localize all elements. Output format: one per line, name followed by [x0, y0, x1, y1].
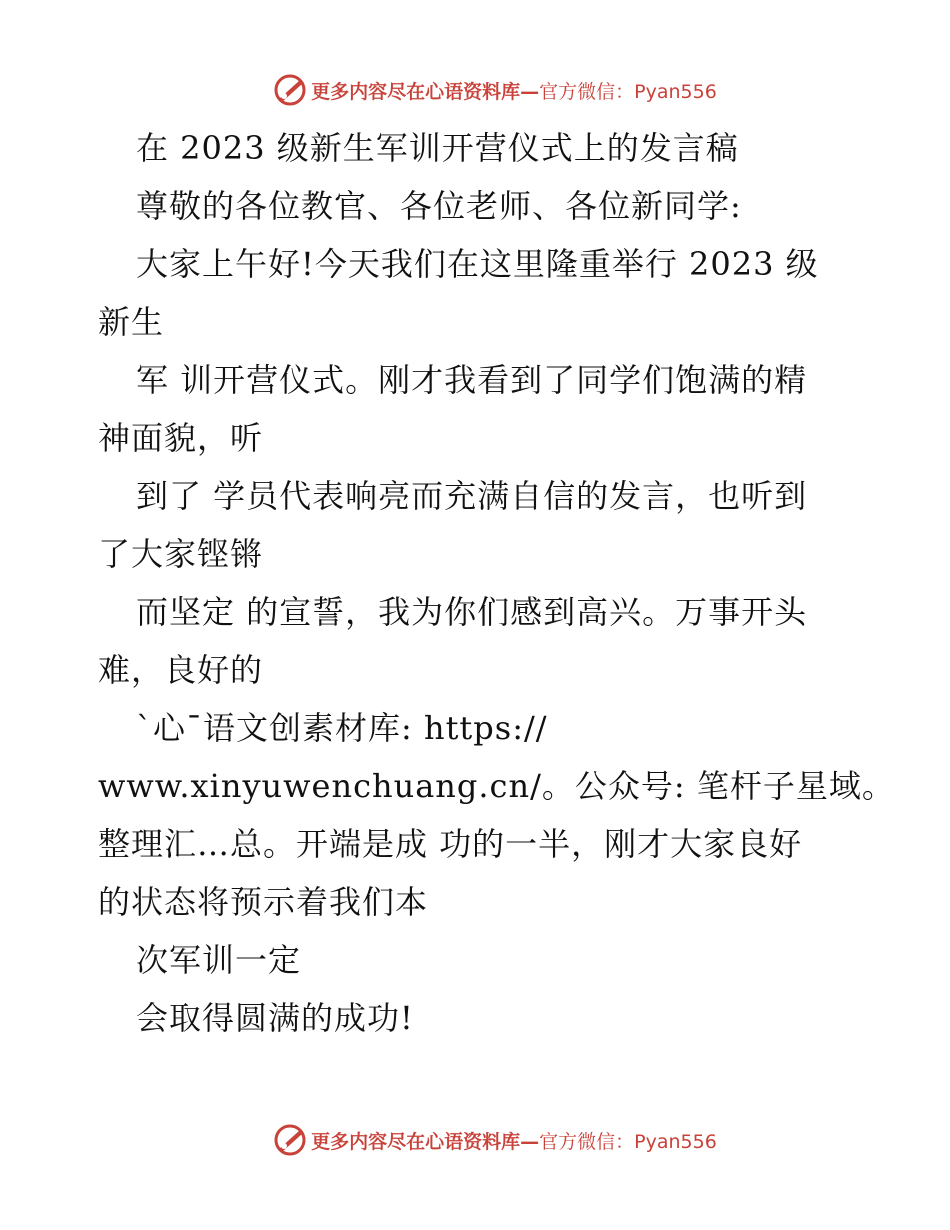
text-line: 新生: [98, 303, 165, 341]
pen-seal-icon: [273, 1123, 307, 1157]
text-line: www.xinyuwenchuang.cn/。公众号: 笔杆子星域。: [98, 767, 895, 805]
header-banner-wechat: 官方微信：Pyan556: [539, 80, 717, 103]
header-banner: [0, 70, 950, 110]
text-line: 会取得圆满的成功!: [136, 999, 414, 1037]
text-line: `心¯语文创素材库: https://: [136, 709, 548, 747]
footer-banner-text: 更多内容尽在心语资料库—: [311, 1130, 540, 1153]
document-title: 在 2023 级新生军训开营仪式上的发言稿: [136, 129, 739, 167]
header-banner-content: [273, 73, 717, 107]
text-line: 难，良好的: [98, 651, 264, 689]
text-line: 整理汇…总。开端是成 功的一半，刚才大家良好: [98, 825, 803, 863]
text-line: 了大家铿锵: [98, 535, 264, 573]
text-line: 尊敬的各位教官、各位老师、各位新同学:: [136, 187, 742, 225]
pen-seal-icon: [273, 73, 307, 107]
header-banner-text: 更多内容尽在心语资料库—: [311, 80, 540, 103]
text-line: 次军训一定: [136, 941, 302, 979]
text-line: 大家上午好!今天我们在这里隆重举行 2023 级: [136, 245, 819, 283]
text-line: 而坚定 的宣誓，我为你们感到高兴。万事开头: [136, 593, 808, 631]
footer-banner-wechat: 官方微信：Pyan556: [539, 1130, 717, 1153]
footer-banner-content: [273, 1123, 717, 1157]
text-line: 军 训开营仪式。刚才我看到了同学们饱满的精: [136, 361, 808, 399]
text-line: 到了 学员代表响亮而充满自信的发言，也听到: [136, 477, 808, 515]
text-line: 神面貌，听: [98, 419, 264, 457]
footer-banner: [0, 1120, 950, 1160]
text-line: 的状态将预示着我们本: [98, 883, 429, 921]
